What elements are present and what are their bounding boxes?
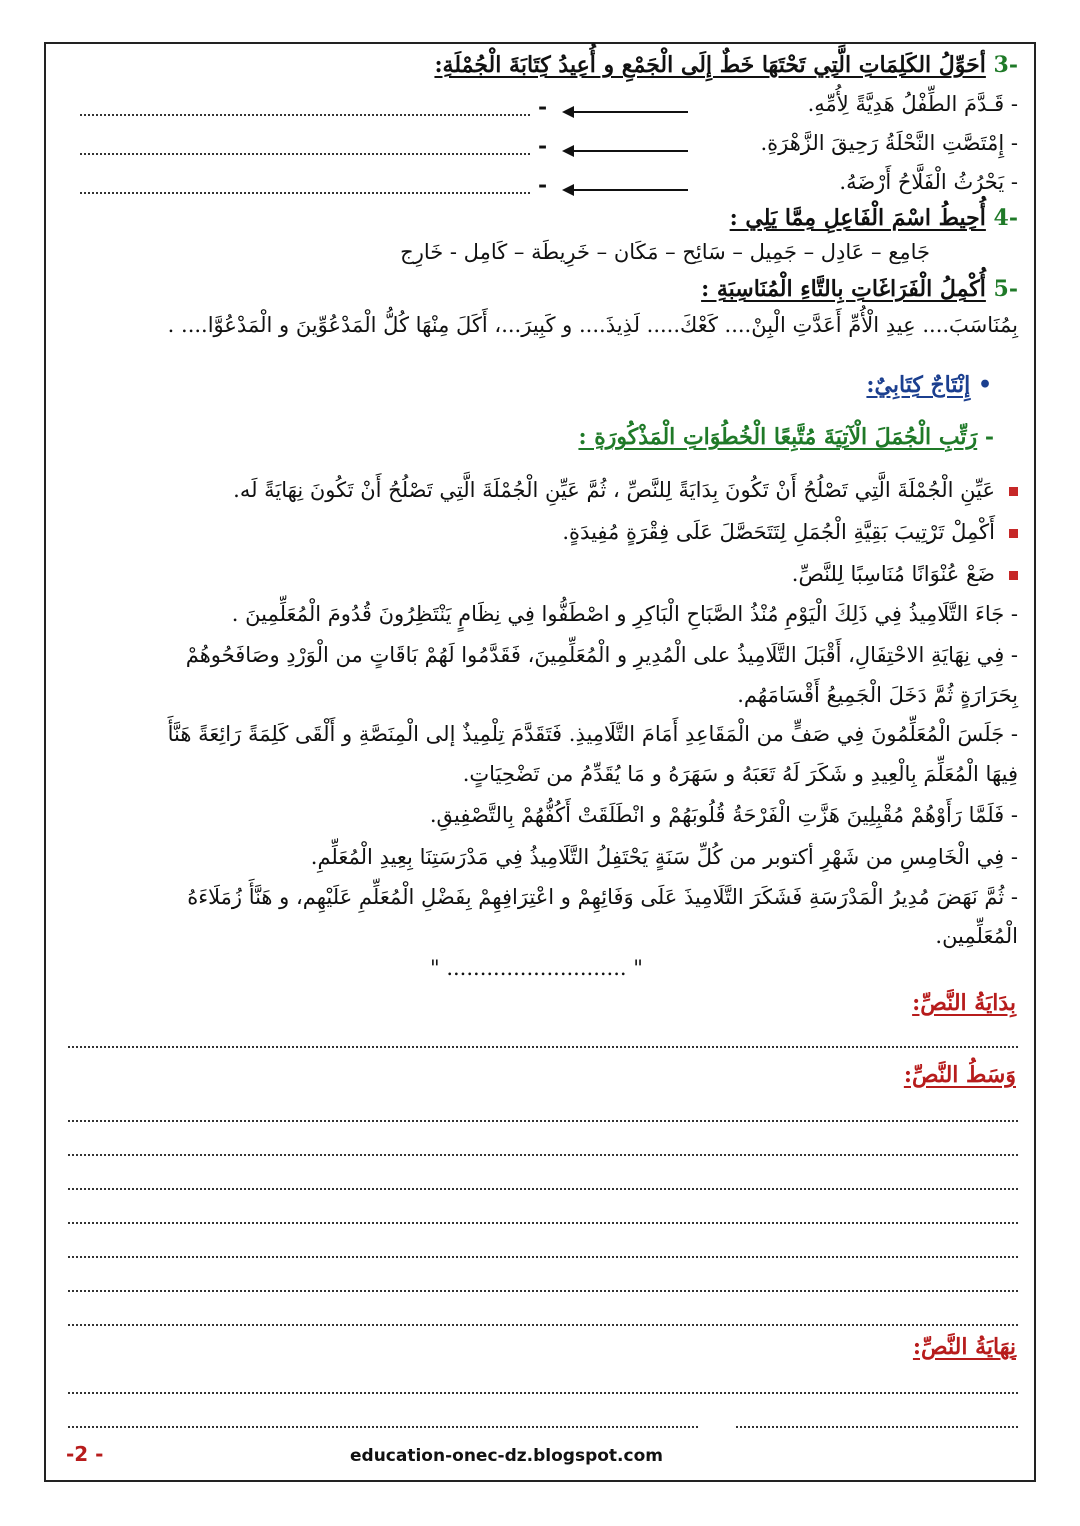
step-2: أَكْمِلْ تَرْتِيبَ بَقِيَّةِ الْجُمَلِ لِتَتَحَصَّلَ عَلَى فِقْرَةٍ مُفِيدَةٍ.	[562, 520, 1018, 544]
q3-title: أحَوِّلُ الكَلِمَاتِ الَّتِي تَحْتَهَا خَطٌ إِلَى الْجَمْعِ و أُعِيدُ كِتَابَةَ الْجُمْلَةِ:	[434, 52, 986, 78]
q3-answer-dash-3: -	[538, 172, 548, 198]
middle-label: وَسَطُ النَّصِّ:	[903, 1062, 1016, 1088]
sentence-1: - جَاءَ التَّلَامِيذُ فِي ذَلِكَ الْيَوْمِ مُنْذُ الصَّبَاحِ الْبَاكِرِ و اصْطَفُّوا فِي نِظَامٍ يَنْتَظِرُونَ قُدُومَ الْمُعَلِّمِينَ .	[231, 602, 1018, 626]
writing-heading	[866, 372, 992, 398]
arrow-icon	[562, 181, 688, 199]
step-1: عَيِّنِ الْجُمْلَةَ الَّتِي تَصْلُحُ أَنْ تَكُونَ بِدَايَةً لِلنَّصِّ ، ثُمَّ عَيِّنِ الْجُمْلَةَ الَّتِي تَصْلُحُ أَنْ تَكُونَ نِهَايَةً لَه.	[233, 478, 1018, 502]
middle-answer-line[interactable]	[68, 1324, 1018, 1326]
q5-heading	[701, 276, 1018, 302]
writing-instruction: - رَتِّبِ الْجُمَلَ الْآتِيَةَ مُتَّبِعًا الْخُطُوَاتِ الْمَذْكُورَةِ :	[578, 424, 994, 450]
sentence-6: - ثُمَّ نَهَضَ مُدِيرُ الْمَدْرَسَةِ فَشَكَرَ التَّلَامِيذَ عَلَى وَفَائِهِمْ و اعْتِرَافِهِمْ بِفَضْلِ الْمُعَلِّمِ عَلَيْهِم، و هَنَّأَ زُمَلَاءَهُ	[187, 885, 1018, 909]
arrow-icon	[562, 103, 688, 121]
arrow-icon	[562, 142, 688, 160]
middle-answer-line[interactable]	[68, 1290, 1018, 1292]
beginning-answer-line[interactable]	[68, 1046, 1018, 1048]
website-url: education-onec-dz.blogspot.com	[350, 1446, 663, 1466]
middle-answer-line[interactable]	[68, 1154, 1018, 1156]
q3-answer-dash-1: -	[538, 94, 548, 120]
q3-answer-line-1[interactable]	[80, 114, 530, 116]
end-answer-line[interactable]	[736, 1426, 1018, 1428]
end-answer-line[interactable]	[68, 1392, 1018, 1394]
sentence-2: - فِي نِهَايَةِ الاحْتِفَالِ، أَقْبَلَ التَّلَامِيذُ على الْمُدِيرِ و الْمُعَلِّمِينَ، فَقَدَّمُوا لَهُمْ بَاقَاتٍ من الْوَرْدِ وصَافَحُوهُمْ	[185, 643, 1018, 667]
q4-title: أُحِيطُ اسْمَ الْفَاعِلِ مِمَّا يَلِي :	[729, 205, 986, 231]
q5-fill-text: بِمُنَاسَبَ.... عِيدِ الْأُمِّ أَعَدَّتِ الْبِنْ.... كَعْكَ..... لَذِيذَ.... و كَبِيرَ...، أَكَلَ مِنْهَا كُلُّ الْمَدْعُوِّينَ و الْمَدْعُوَّا.... .	[167, 313, 1018, 337]
middle-answer-line[interactable]	[68, 1222, 1018, 1224]
square-bullet-icon	[1009, 487, 1018, 496]
q3-answer-dash-2: -	[538, 133, 548, 159]
q3-heading	[434, 52, 1018, 78]
sentence-3: - جَلَسَ الْمُعَلِّمُونَ فِي صَفٍّ من الْمَقَاعِدِ أَمَامَ التَّلَامِيذِ. فَتَقَدَّمَ تِلْمِيذٌ إلى الْمِنَصَّةِ و أَلْقَى كَلِمَةً رَائِعَةً هَنَّأَ	[167, 722, 1018, 746]
writing-title: إِنْتَاجٌ كِتَابِيٌ:	[866, 372, 971, 398]
middle-answer-line[interactable]	[68, 1256, 1018, 1258]
end-answer-line[interactable]	[68, 1426, 698, 1428]
q3-answer-line-2[interactable]	[80, 153, 530, 155]
sentence-3-cont: فِيهَا الْمُعَلِّمَ بِالْعِيدِ و شَكَرَ لَهُ تَعَبَهُ و سَهَرَهُ و مَا يُقَدِّمُ من تَضْحِيَاتٍ.	[462, 762, 1018, 786]
page-number: -2 -	[66, 1442, 104, 1466]
q3-number: -3	[993, 52, 1018, 78]
sentence-4: - فَلَمَّا رَأَوْهُمْ مُقْبِلِينَ هَزَّتِ الْفَرْحَةُ قُلُوبَهُمْ و انْطَلَقَتْ أَكُفُّهُمْ بِالتَّصْفِيقِ.	[429, 803, 1018, 827]
q3-sentence-1: قَـدَّمَ الطِّفْلُ هَدِيَّةً لِأُمِّهِ.	[807, 92, 1005, 116]
q3-answer-line-3[interactable]	[80, 192, 530, 194]
q3-sentence-3: يَحْرُثُ الْفَلَّاحُ أَرْضَهُ.	[839, 170, 1005, 194]
square-bullet-icon	[1009, 529, 1018, 538]
q4-number: -4	[993, 205, 1018, 231]
q3-line-2: - إِمْتَصَّتِ النَّحْلَةُ رَحِيقَ الزَّهْرَةِ.	[760, 131, 1018, 155]
sentence-6-cont: الْمُعَلِّمِين.	[935, 924, 1018, 948]
middle-answer-line[interactable]	[68, 1120, 1018, 1122]
q3-sentence-2: إِمْتَصَّتِ النَّحْلَةُ رَحِيقَ الزَّهْرَةِ.	[760, 131, 1005, 155]
q4-heading	[730, 205, 1018, 231]
sentence-2-cont: بِحَرَارَةٍ ثُمَّ دَخَلَ الْجَمِيعُ أَقْسَامَهُم.	[737, 683, 1018, 707]
middle-answer-line[interactable]	[68, 1188, 1018, 1190]
beginning-label: بِدَايَةُ النَّصِّ:	[912, 990, 1016, 1016]
bullet-icon: •	[977, 372, 992, 398]
sentence-5: - فِي الْخَامِسِ من شَهْرِ أكتوبر من كُلِّ سَنَةٍ يَحْتَفِلُ التَّلَامِيذُ فِي مَدْرَسَتِنَا بِعِيدِ الْمُعَلِّمِ.	[310, 845, 1018, 869]
square-bullet-icon	[1009, 571, 1018, 580]
q5-title: أُكْمِلُ الْفَرَاغَاتِ بِالتَّاءِ الْمُنَاسِبَةِ :	[701, 276, 986, 302]
q5-number: -5	[993, 276, 1018, 302]
q3-line-3: - يَحْرُثُ الْفَلَّاحُ أَرْضَهُ.	[839, 170, 1018, 194]
title-blank[interactable]: " ........................... "	[430, 956, 643, 980]
q4-word-list: جَامِع – عَادِل – جَمِيل – سَائِح – مَكَان – خَرِيطَة – كَامِل - خَارِج	[400, 240, 930, 264]
step-3: ضَعْ عُنْوَانًا مُنَاسِبًا لِلنَّصِّ.	[792, 562, 1018, 586]
end-label: نِهَايَةُ النَّصِّ:	[912, 1334, 1016, 1360]
q3-line-1: - قَـدَّمَ الطِّفْلُ هَدِيَّةً لِأُمِّهِ.	[807, 92, 1018, 116]
